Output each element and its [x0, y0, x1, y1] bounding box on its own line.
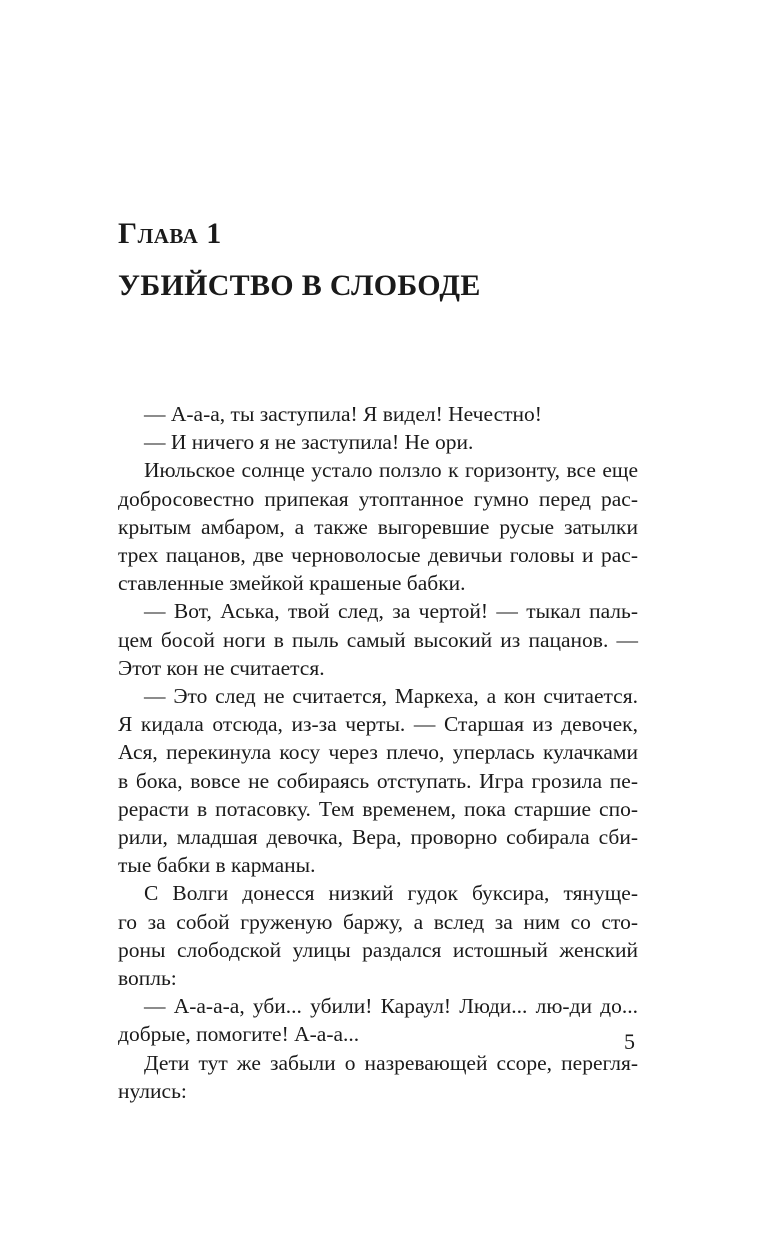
- text-line: Июльское солнце устало ползло к горизонту, все еще: [144, 458, 638, 483]
- text-line: добрые, помогите! А-а-а...: [118, 1022, 360, 1047]
- chapter-heading: [118, 214, 678, 306]
- text-line: Я кидала отсюда, из-за черты. — Старшая из девочек,: [118, 712, 638, 737]
- text-line: Ася, перекинула косу через плечо, уперлась кулачками: [118, 740, 638, 765]
- text-line: — Это след не считается, Маркеха, а кон считается.: [144, 684, 638, 709]
- body-text: [118, 400, 638, 1105]
- text-line: С Волги донесся низкий гудок буксира, тянуще-: [144, 881, 638, 906]
- text-line: цем босой ноги в пыль самый высокий из пацанов. —: [118, 627, 638, 652]
- text-line: Дети тут же забыли о назревающей ссоре, перегля-: [144, 1050, 638, 1075]
- text-line: го за собой груженую баржу, а вслед за ним со сто-: [118, 909, 638, 934]
- text-line: рерасти в потасовку. Тем временем, пока старшие спо-: [118, 796, 638, 821]
- text-line: нулись:: [118, 1078, 187, 1103]
- chapter-number: Глава 1: [118, 217, 222, 250]
- text-line: — И ничего я не заступила! Не ори.: [144, 430, 474, 455]
- text-line: — А-а-а-а, уби... убили! Караул! Люди... лю-ди до...: [144, 994, 638, 1019]
- text-line: трех пацанов, две черноволосые девичьи головы и рас-: [118, 543, 638, 568]
- text-line: роны слободской улицы раздался истошный женский: [118, 937, 638, 962]
- text-line: ставленные змейкой крашеные бабки.: [118, 571, 466, 596]
- text-line: тые бабки в карманы.: [118, 853, 316, 878]
- text-line: — Вот, Аська, твой след, за чертой! — тыкал паль-: [144, 599, 638, 624]
- text-line: рили, младшая девочка, Вера, проворно собирала сби-: [118, 825, 638, 850]
- text-line: вопль:: [118, 966, 177, 991]
- chapter-title: УБИЙСТВО В СЛОБОДЕ: [118, 269, 481, 302]
- text-line: крытым амбаром, а также выгоревшие русые затылки: [118, 514, 638, 539]
- text-line: — А-а-а, ты заступила! Я видел! Нечестно!: [144, 402, 542, 426]
- page-number: 5: [624, 1029, 635, 1054]
- text-line: Этот кон не считается.: [118, 655, 325, 680]
- text-line: в бока, вовсе не собираясь отступать. Игра грозила пе-: [118, 768, 638, 793]
- text-line: добросовестно припекая утоптанное гумно перед рас-: [118, 486, 638, 511]
